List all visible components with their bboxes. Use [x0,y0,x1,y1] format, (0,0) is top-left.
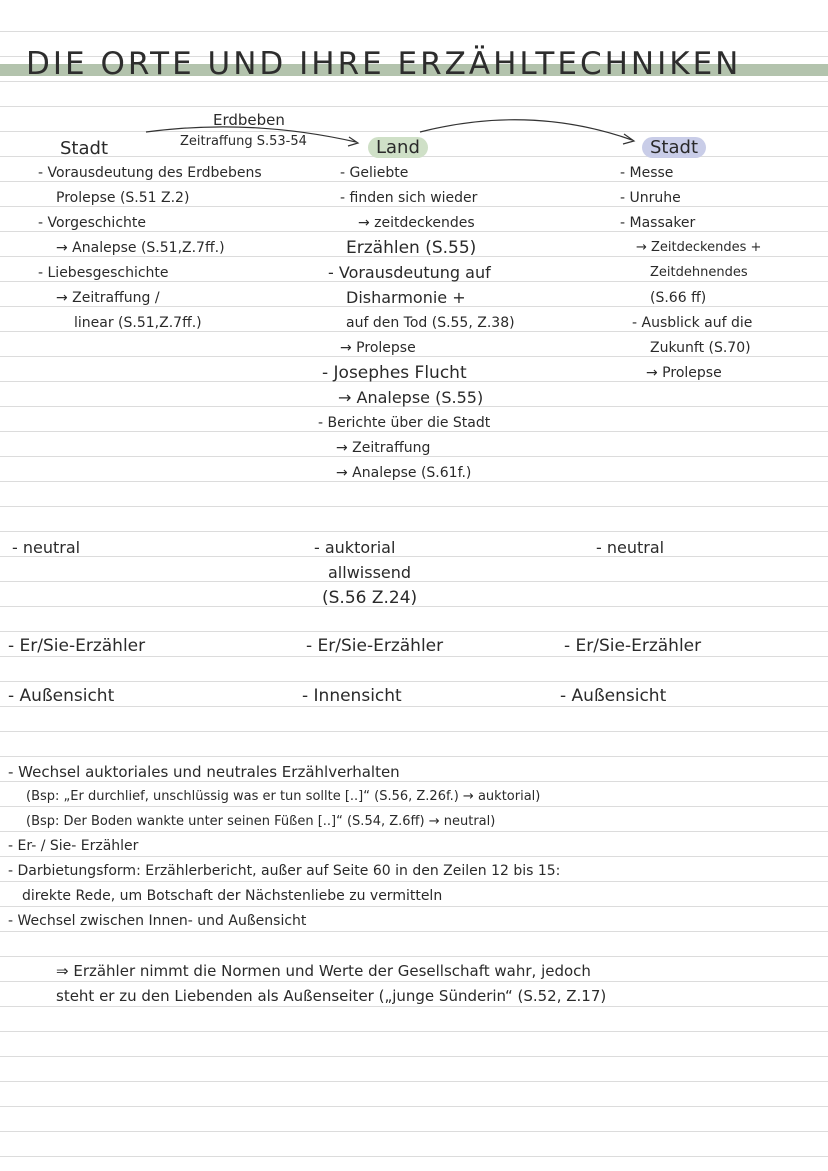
perspective-col3: - neutral [596,538,665,557]
column-header-stadt-2: Stadt [642,137,706,158]
list-item: - Vorausdeutung des Erdbebens [38,165,262,181]
perspective-col2-line3: (S.56 Z.24) [322,588,418,608]
list-item: - Ausblick auf die [632,315,753,331]
list-item: - finden sich wieder [340,190,478,206]
summary-line: - Wechsel auktoriales und neutrales Erzählverhalten [8,763,400,781]
list-item: → Prolepse [646,365,722,381]
list-item: - Liebesgeschichte [38,265,169,281]
perspective-col2-line1: - auktorial [314,538,396,557]
conclusion-line: steht er zu den Liebenden als Außenseiter („junge Sünderin“ (S.52, Z.17) [56,987,607,1005]
list-item: → Zeitraffung [336,440,431,456]
list-item: → zeitdeckendes [358,215,475,231]
summary-line: - Darbietungsform: Erzählerbericht, außer auf Seite 60 in den Zeilen 12 bis 15: [8,863,561,879]
transition-arrows [0,0,828,180]
list-item: → Analepse (S.55) [338,388,484,407]
list-item: - Josephes Flucht [322,363,467,383]
arrow-stadt-to-land [146,127,356,142]
narrator-col1: - Er/Sie-Erzähler [8,636,146,656]
list-item: → Analepse (S.61f.) [336,465,472,481]
narrator-col2: - Er/Sie-Erzähler [306,636,444,656]
list-item: Zeitdehnendes [650,265,748,280]
list-item: Erzählen (S.55) [346,238,477,258]
list-item: - Messe [620,165,674,181]
summary-line: (Bsp: Der Boden wankte unter seinen Füßen [..]“ (S.54, Z.6ff) → neutral) [26,814,496,829]
summary-line: - Er- / Sie- Erzähler [8,838,139,854]
list-item: (S.66 ff) [650,290,707,306]
conclusion-line: ⇒ Erzähler nimmt die Normen und Werte der Gesellschaft wahr, jedoch [56,962,591,980]
list-item: → Analepse (S.51,Z.7ff.) [56,240,225,256]
list-item: → Zeitraffung / [56,290,160,306]
list-item: auf den Tod (S.55, Z.38) [346,315,515,331]
list-item: - Vorausdeutung auf [328,263,491,282]
perspective-col1: - neutral [12,538,81,557]
list-item: → Zeitdeckendes + [636,240,762,255]
list-item: - Vorgeschichte [38,215,146,231]
list-item: Zukunft (S.70) [650,340,751,356]
column-header-land: Land [368,137,428,158]
transition-label-erdbeben: Erdbeben [213,111,285,129]
arrow-land-to-stadt [420,120,632,140]
perspective-col2-line2: allwissend [328,563,412,582]
list-item: linear (S.51,Z.7ff.) [74,315,202,331]
list-item: - Massaker [620,215,696,231]
view-col3: - Außensicht [560,686,667,706]
summary-line: (Bsp: „Er durchlief, unschlüssig was er tun sollte [..]“ (S.56, Z.26f.) → auktorial) [26,789,541,804]
view-col2: - Innensicht [302,686,402,706]
list-item: Prolepse (S.51 Z.2) [56,190,190,206]
list-item: → Prolepse [340,340,416,356]
narrator-col3: - Er/Sie-Erzähler [564,636,702,656]
transition-label-zeitraffung: Zeitraffung S.53-54 [180,134,307,149]
summary-line: direkte Rede, um Botschaft der Nächstenliebe zu vermitteln [22,888,443,904]
list-item: Disharmonie + [346,288,466,307]
page-title: DIE ORTE UND IHRE ERZÄHLTECHNIKEN [26,46,742,82]
view-col1: - Außensicht [8,686,115,706]
list-item: - Berichte über die Stadt [318,415,491,431]
list-item: - Unruhe [620,190,681,206]
column-header-stadt-1: Stadt [60,138,108,159]
list-item: - Geliebte [340,165,409,181]
summary-line: - Wechsel zwischen Innen- und Außensicht [8,913,307,929]
